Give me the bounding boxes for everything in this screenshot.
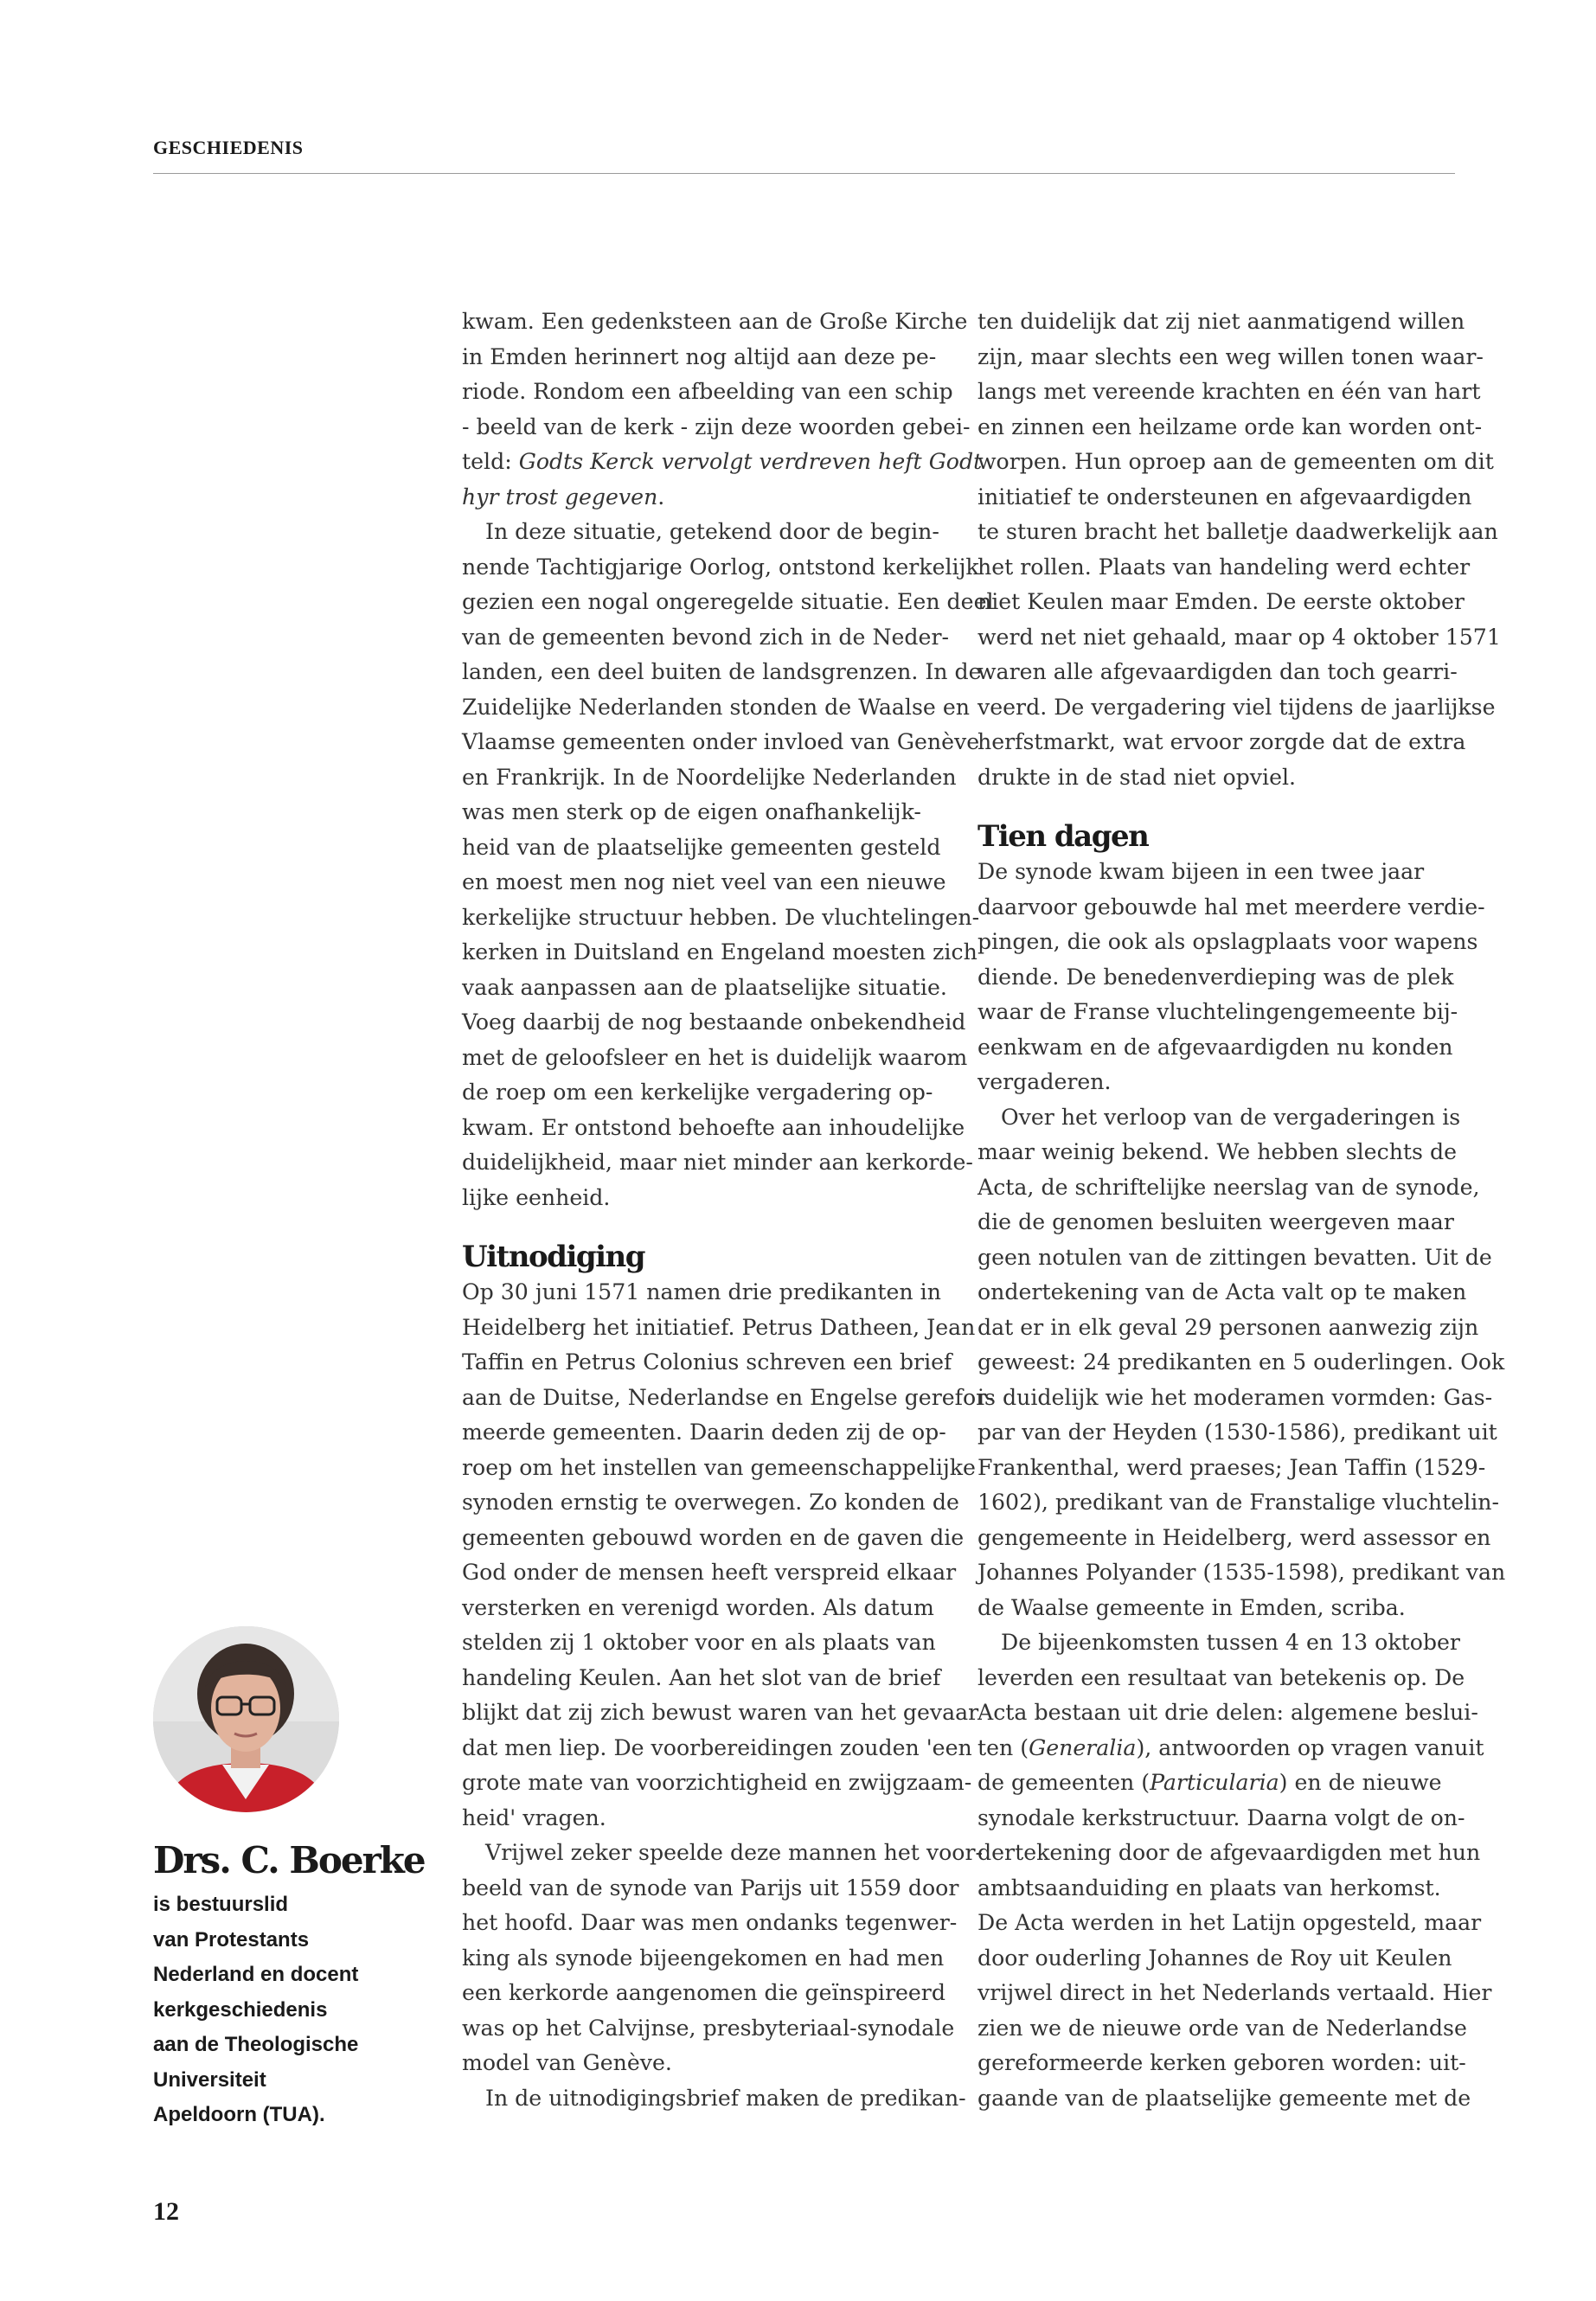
text-line: vaak aanpassen aan de plaatselijke situatie.	[462, 974, 947, 1000]
section-label: GESCHIEDENIS	[153, 137, 304, 158]
text-line: ten duidelijk dat zij niet aanmatigend willen	[977, 309, 1465, 334]
text-line: vrijwel direct in het Nederlands vertaald. Hier	[977, 1980, 1492, 2005]
text-line: versterken en verenigd worden. Als datum	[462, 1594, 934, 1620]
text-line: duidelijkheid, maar niet minder aan kerkorde-	[462, 1150, 973, 1175]
bio-line: Universiteit	[153, 2067, 266, 2092]
text-fragment: .	[657, 484, 665, 510]
text-line: gengemeente in Heidelberg, werd assessor en	[977, 1524, 1491, 1550]
text-line: aan de Duitse, Nederlandse en Engelse gerefor-	[462, 1384, 994, 1410]
text-line: king als synode bijeengekomen en had men	[462, 1945, 945, 1971]
text-line: Frankenthal, werd praeses; Jean Taffin (1529-	[977, 1454, 1486, 1480]
text-line: lijke eenheid.	[462, 1184, 611, 1210]
page-number: 12	[153, 2197, 179, 2226]
text-line: ondertekening van de Acta valt op te maken	[977, 1279, 1467, 1304]
text-line: synodale kerkstructuur. Daarna volgt de on-	[977, 1804, 1465, 1830]
text-line: langs met vereende krachten en één van hart	[977, 379, 1481, 404]
text-line: kerkelijke structuur hebben. De vluchtelingen-	[462, 904, 980, 930]
paragraph	[977, 1625, 1484, 1906]
text-line: stelden zij 1 oktober voor en als plaats van	[462, 1630, 936, 1655]
text-line: synoden ernstig te overwegen. Zo konden de	[462, 1490, 959, 1515]
text-line: geen notulen van de zittingen bevatten. Uit de	[977, 1244, 1492, 1270]
text-line: ambtsaanduiding en plaats van herkomst.	[977, 1875, 1441, 1900]
text-line: niet Keulen maar Emden. De eerste oktober	[977, 589, 1465, 614]
text-fragment: de gemeenten (	[977, 1770, 1151, 1795]
text-line: Zuidelijke Nederlanden stonden de Waalse en	[462, 694, 970, 720]
text-line: landen, een deel buiten de landsgrenzen. In de	[462, 659, 982, 684]
author-portrait-illustration	[153, 1626, 339, 1812]
text-line: maar weinig bekend. We hebben slechts de	[977, 1139, 1458, 1164]
text-line: was op het Calvijnse, presbyteriaal-synodale	[462, 2015, 955, 2041]
paragraph	[977, 1906, 1492, 2116]
text-line: Vlaamse gemeenten onder invloed van Genève	[462, 729, 980, 754]
text-line: dat men liep. De voorbereidingen zouden 'een	[462, 1734, 972, 1760]
text-line: Johannes Polyander (1535-1598), predikant van	[977, 1560, 1506, 1585]
text-line: waar de Franse vluchtelingengemeente bij-	[977, 999, 1458, 1024]
text-line: veerd. De vergadering viel tijdens de jaarlijkse	[977, 694, 1496, 720]
text-line: de roep om een kerkelijke vergadering op-	[462, 1080, 933, 1105]
text-line: dertekening door de afgevaardigden met hun	[977, 1840, 1481, 1865]
paragraph	[977, 1100, 1506, 1626]
text-line: dat er in elk geval 29 personen aanwezig zijn	[977, 1314, 1479, 1340]
text-line	[462, 480, 940, 516]
author-bio	[153, 1888, 413, 2133]
text-fragment: ) en de nieuwe	[1279, 1770, 1442, 1795]
bio-line: Nederland en docent	[153, 1963, 359, 1986]
paragraph	[462, 304, 983, 515]
italic-term: Particularia	[1150, 1770, 1279, 1795]
paragraph	[462, 1275, 994, 1836]
text-line: de Waalse gemeente in Emden, scriba.	[977, 1594, 1406, 1620]
text-line: nende Tachtigjarige Oorlog, ontstond kerkelijk	[462, 554, 979, 580]
text-line: handeling Keulen. Aan het slot van de brief	[462, 1664, 941, 1690]
paragraph	[977, 304, 1501, 795]
section-heading-tien-dagen: Tien dagen	[977, 819, 1149, 854]
text-line: roep om het instellen van gemeenschappelijke	[462, 1454, 976, 1480]
header-rule	[153, 173, 1455, 174]
text-line: gereformeerde kerken geboren worden: uit-	[977, 2050, 1466, 2075]
text-line: God onder de mensen heeft verspreid elkaar	[462, 1560, 957, 1585]
italic-quote: Godts Kerck vervolgt verdreven heft Godt	[518, 449, 983, 474]
text-line: vergaderen.	[977, 1069, 1112, 1094]
section-heading-uitnodiging: Uitnodiging	[462, 1240, 645, 1274]
text-line: Vrijwel zeker speelde deze mannen het voor-	[485, 1840, 984, 1865]
text-line: te sturen bracht het balletje daadwerkelijk aan	[977, 519, 1498, 544]
text-line: drukte in de stad niet opviel.	[977, 764, 1297, 790]
text-line: Acta, de schriftelijke neerslag van de synode,	[977, 1174, 1480, 1200]
text-line: en Frankrijk. In de Noordelijke Nederlanden	[462, 764, 957, 790]
text-line: blijkt dat zij zich bewust waren van het gevaar	[462, 1700, 979, 1725]
article-column-1	[462, 304, 994, 2116]
text-line: De synode kwam bijeen in een twee jaar	[977, 859, 1425, 884]
text-line: is duidelijk wie het moderamen vormden: Gas-	[977, 1384, 1493, 1410]
paragraph	[462, 2081, 966, 2117]
text-line: daarvoor gebouwde hal met meerdere verdie-	[977, 894, 1485, 920]
text-fragment: ten (	[977, 1734, 1029, 1760]
text-line: pingen, die ook als opslagplaats voor wapens	[977, 929, 1478, 954]
article-column-2	[977, 304, 1506, 2116]
italic-quote: hyr trost gegeven	[462, 484, 658, 510]
italic-term: Generalia	[1029, 1734, 1137, 1760]
text-line: heid' vragen.	[462, 1804, 606, 1830]
text-line: Voeg daarbij de nog bestaande onbekendheid	[462, 1009, 966, 1035]
text-line: initiatief te ondersteunen en afgevaardigden	[977, 484, 1472, 510]
text-line: en zinnen een heilzame orde kan worden ont-	[977, 413, 1483, 439]
text-line: par van der Heyden (1530-1586), predikant uit	[977, 1420, 1497, 1445]
text-line: werd net niet gehaald, maar op 4 oktober 1571	[977, 624, 1501, 650]
bio-line: van Protestants	[153, 1927, 310, 1952]
text-line: zijn, maar slechts een weg willen tonen waar-	[977, 343, 1484, 369]
text-line: beeld van de synode van Parijs uit 1559 door	[462, 1875, 959, 1900]
text-line: Taffin en Petrus Colonius schreven een brief	[462, 1349, 952, 1375]
text-line: De Acta werden in het Latijn opgesteld, maar	[977, 1910, 1482, 1935]
bio-line: kerkgeschiedenis	[153, 1997, 328, 2022]
text-line: kwam. Er ontstond behoefte aan inhoudelijke	[462, 1114, 965, 1140]
text-line: het rollen. Plaats van handeling werd echter	[977, 554, 1471, 580]
text-line: Heidelberg het initiatief. Petrus Datheen, Jean	[462, 1314, 976, 1340]
text-line: door ouderling Johannes de Roy uit Keulen	[977, 1945, 1452, 1971]
text-line: meerde gemeenten. Daarin deden zij de op-	[462, 1420, 946, 1445]
text-line	[977, 1766, 1456, 1801]
text-line: het hoofd. Daar was men ondanks tegenwer-	[462, 1910, 958, 1935]
text-line: herfstmarkt, wat ervoor zorgde dat de extra	[977, 729, 1466, 754]
text-line: riode. Rondom een afbeelding van een schip	[462, 379, 953, 404]
text-line: leverden een resultaat van betekenis op. De	[977, 1664, 1465, 1690]
text-fragment: teld:	[462, 449, 519, 474]
paragraph	[462, 1836, 984, 2081]
text-line: die de genomen besluiten weergeven maar	[977, 1209, 1454, 1234]
text-line: zien we de nieuwe orde van de Nederlandse	[977, 2015, 1467, 2041]
text-line: kwam. Een gedenksteen aan de Große Kirche	[462, 309, 968, 334]
bio-line: is bestuurslid	[153, 1893, 289, 1916]
paragraph	[977, 855, 1485, 1100]
text-line: In de uitnodigingsbrief maken de predikan-	[485, 2085, 966, 2111]
text-line: heid van de plaatselijke gemeenten gesteld	[462, 834, 941, 860]
text-line: gemeenten gebouwd worden en de gaven die	[462, 1524, 965, 1550]
text-line: gezien een nogal ongeregelde situatie. Een deel	[462, 589, 994, 614]
bio-line: aan de Theologische	[153, 2033, 359, 2056]
paragraph	[462, 515, 994, 1215]
text-line: De bijeenkomsten tussen 4 en 13 oktober	[1001, 1630, 1460, 1655]
text-line: 1602), predikant van de Franstalige vluchtelin-	[977, 1490, 1499, 1515]
text-line: gaande van de plaatselijke gemeente met de	[977, 2085, 1471, 2111]
bio-line: Apeldoorn (TUA).	[153, 2103, 325, 2126]
text-line: en moest men nog niet veel van een nieuwe	[462, 869, 946, 894]
text-fragment: ), antwoorden op vragen vanuit	[1136, 1734, 1484, 1760]
text-line: in Emden herinnert nog altijd aan deze pe-	[462, 343, 937, 369]
author-name: Drs. C. Boerke	[153, 1839, 425, 1881]
text-line: met de geloofsleer en het is duidelijk waarom	[462, 1044, 968, 1070]
text-line: Over het verloop van de vergaderingen is	[1001, 1104, 1461, 1130]
author-photo	[153, 1626, 339, 1812]
text-line	[977, 1731, 1484, 1766]
text-line: was men sterk op de eigen onafhankelijk-	[462, 799, 921, 824]
text-line: worpen. Hun oproep aan de gemeenten om dit	[977, 449, 1494, 474]
text-line: Op 30 juni 1571 namen drie predikanten in	[462, 1279, 941, 1304]
text-line: Acta bestaan uit drie delen: algemene beslui-	[977, 1700, 1478, 1725]
text-line	[462, 445, 983, 480]
text-line: grote mate van voorzichtigheid en zwijgzaam-	[462, 1770, 972, 1795]
text-line: geweest: 24 predikanten en 5 ouderlingen. Ook	[977, 1349, 1505, 1375]
text-line: kerken in Duitsland en Engeland moesten zich	[462, 939, 977, 965]
text-line: model van Genève.	[462, 2050, 672, 2075]
text-line: een kerkorde aangenomen die geïnspireerd	[462, 1980, 945, 2005]
text-line: - beeld van de kerk - zijn deze woorden gebei-	[462, 413, 971, 439]
text-line: In deze situatie, getekend door de begin-	[485, 519, 939, 544]
text-line: eenkwam en de afgevaardigden nu konden	[977, 1034, 1453, 1060]
text-line: diende. De benedenverdieping was de plek	[977, 964, 1454, 990]
text-line: van de gemeenten bevond zich in de Neder-	[462, 624, 949, 650]
text-line: waren alle afgevaardigden dan toch gearri-	[977, 659, 1458, 684]
